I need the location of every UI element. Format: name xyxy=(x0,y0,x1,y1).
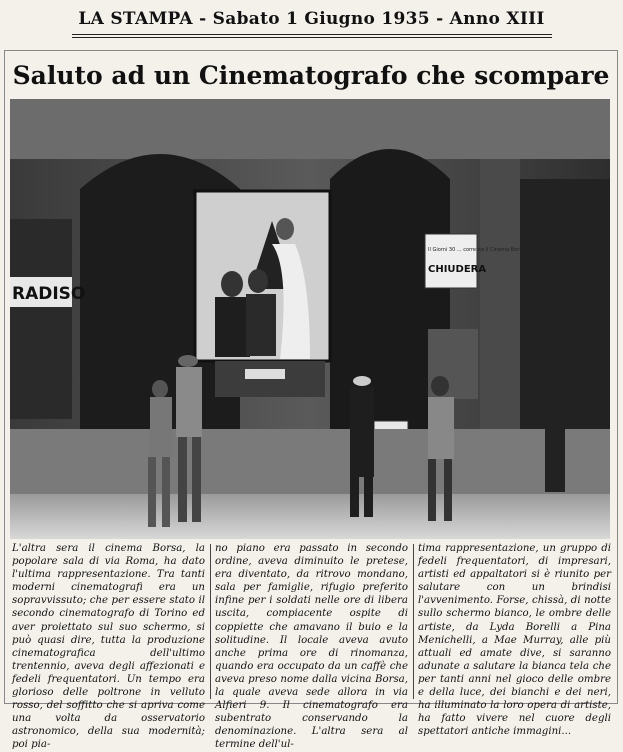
poster-head-3 xyxy=(248,269,268,293)
masthead xyxy=(0,0,623,44)
notice-big-text: CHIUDERA xyxy=(428,264,487,275)
notice-small-text: Il Giorni 30 ... corrente il Cinema Borsa xyxy=(428,247,526,253)
poster-figure-3 xyxy=(246,294,276,356)
column-rule xyxy=(413,544,414,699)
article-column-3: tima rappresentazione, un gruppo di fedeli frequentatori, di impresari, artisti ed appaltatori si è riunito per salutare con un brindisi l'avvenimento. Forse, chissà, di notte sullo schermo bianco, le ombre delle artiste, da Lyda Borelli a Pina Menichelli, a Mae Murray, alle più attuali ed amate dive, si saranno adunate a salutare la bianca tela che per tanti anni nel gioco delle ombre e della luce, dei bianchi e dei neri, ha illuminato la loro opera di artiste, ha fatto vivere nel cuore degli spettatori antiche immagini... xyxy=(418,543,611,738)
paradiso-sign: RADISO xyxy=(12,284,86,304)
poster-head-2 xyxy=(221,271,243,297)
poster-figure-2 xyxy=(215,297,250,357)
article-body xyxy=(12,542,611,751)
plinth xyxy=(10,429,610,499)
notice-board xyxy=(425,234,477,288)
column-rule xyxy=(210,544,211,699)
poster-head xyxy=(276,218,294,240)
headline: Saluto ad un Cinematografo che scompare xyxy=(12,61,610,90)
left-window xyxy=(10,219,72,419)
article-column-1: L'altra sera il cinema Borsa, la popolare sala di via Roma, ha dato l'ultima rappresentazione. Tra tanti moderni cinematografi era un sopravvissuto; che per essere stato il secondo cinematografo di Torino ed aver proiettato sul suo schermo, si può quasi dire, tutta la produzione cinematografica dell'ultimo trentennio, aveva degli affezionati e fedeli frequentatori. Un tempo era glorioso delle poltrone in velluto rosso, del soffitto che si apriva come una volta da osservatorio astronomico, della sua modernità; poi pia- xyxy=(12,543,205,751)
masthead-rule xyxy=(72,37,552,38)
sidewalk xyxy=(10,494,610,539)
upper-wall xyxy=(10,99,610,159)
cinema-photo xyxy=(10,99,610,539)
article-column-2: no piano era passato in secondo ordine, aveva diminuito le pretese, era diventato, da ritrovo mondano, sala per famiglie, rifugio preferito infine per i soldati nelle ore di libera uscita, compiacente ospite di coppiette che amavano il buio e la solitudine. Il locale aveva avuto anche prima ore di rinomanza, quando era occupato da un caffè che aveva preso nome dalla vicina Borsa, la quale aveva sede allora in via Alfieri 9. Il cinematografo era subentrato conservando la denominazione. L'altra sera al termine dell'ul- xyxy=(215,543,408,751)
poster-label xyxy=(245,369,285,379)
masthead-rule xyxy=(72,34,552,35)
masthead-text: LA STAMPA - Sabato 1 Giugno 1935 - Anno XIII xyxy=(78,9,545,29)
